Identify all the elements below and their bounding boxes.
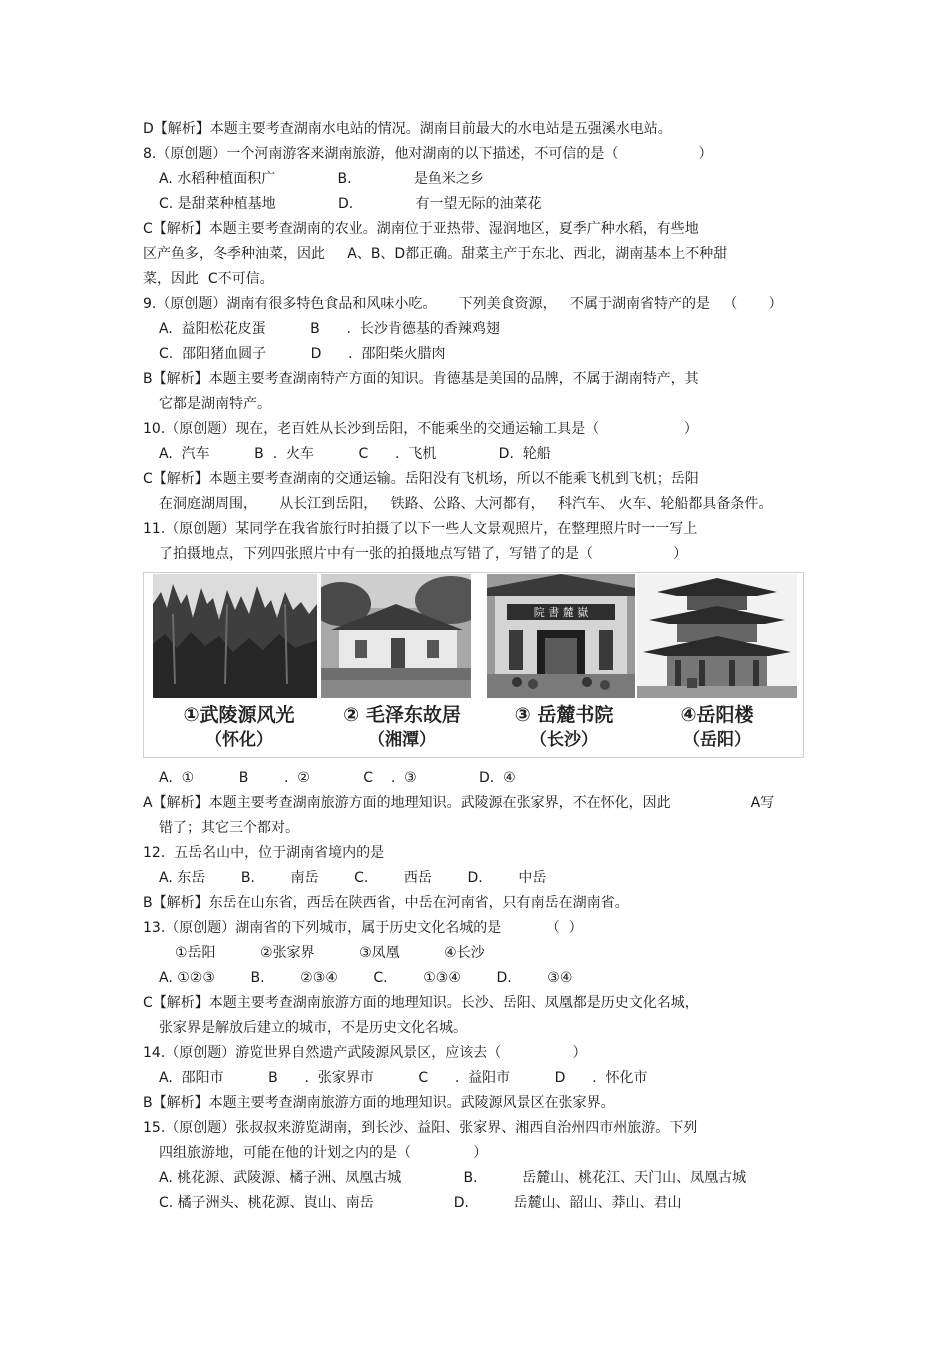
answer-9-explanation-1: B【解析】本题主要考查湖南特产方面的知识。肯德基是美国的品牌，不属于湖南特产，其 [143,371,699,387]
question-14-stem: 14.（原创题）游览世界自然遗产武陵源风景区，应该去（ ） [143,1045,587,1061]
question-11-stem-1: 11.（原创题）某同学在我省旅行时拍摄了以下一些人文景观照片，在整理照片时一一写上 [143,521,698,537]
photo-4-caption: ④岳阳楼 [680,704,754,726]
answer-14-explanation: B【解析】本题主要考查湖南旅游方面的地理知识。武陵源风景区在张家界。 [143,1095,615,1111]
question-9-options-ab: A. 益阳松花皮蛋 B . 长沙肯德基的香辣鸡翅 [159,321,500,337]
photo-yuelu-academy [487,574,635,698]
question-13-options: A. ①②③ B. ②③④ C. ①③④ D. ③④ [159,970,573,986]
question-15-options-ab: A. 桃花源、武陵源、橘子洲、凤凰古城 B. 岳麓山、桃花江、天门山、凤凰古城 [159,1170,747,1186]
answer-9-explanation-2: 它都是湖南特产。 [159,396,271,412]
question-8-stem: 8.（原创题）一个河南游客来湖南旅游，他对湖南的以下描述，不可信的是（ ） [143,146,713,162]
photo-1-caption: ①武陵源风光 [183,704,295,726]
answer-12-explanation: B【解析】东岳在山东省，西岳在陕西省，中岳在河南省，只有南岳在湖南省。 [143,895,629,911]
question-11-options: A. ① B . ② C . ③ D. ④ [159,770,516,786]
photo-2-caption: ② 毛泽东故居 [343,704,461,726]
question-15-stem-1: 15.（原创题）张叔叔来游览湖南，到长沙、益阳、张家界、湘西自治州四市州旅游。下列 [143,1120,698,1136]
landmark-photo-strip [143,572,804,758]
question-12-stem: 12. 五岳名山中，位于湖南省境内的是 [143,845,385,861]
photo-mao-residence [321,574,471,698]
question-8-options-cd: C. 是甜菜种植基地 D. 有一望无际的油菜花 [159,196,542,212]
question-11-stem-2: 了拍摄地点，下列四张照片中有一张的拍摄地点写错了，写错了的是（ ） [159,546,688,562]
answer-11-explanation-1: A【解析】本题主要考查湖南旅游方面的地理知识。武陵源在张家界，不在怀化，因此 A写 [143,795,775,811]
question-8-options-ab: A. 水稻种植面积广 B. 是鱼米之乡 [159,171,484,187]
answer-10-explanation-2: 在洞庭湖周围， 从长江到岳阳， 铁路、公路、大河都有， 科汽车、 火车、轮船都具备条件。 [159,496,773,512]
question-13-items: ①岳阳 ②张家界 ③凤凰 ④长沙 [175,945,485,961]
question-10-options: A. 汽车 B . 火车 C . 飞机 D. 轮船 [159,446,551,462]
question-10-stem: 10.（原创题）现在，老百姓从长沙到岳阳，不能乘坐的交通运输工具是（ ） [143,421,698,437]
answer-10-explanation-1: C【解析】本题主要考查湖南的交通运输。岳阳没有飞机场，所以不能乘飞机到飞机；岳阳 [143,471,699,487]
photo-wulingyuan [153,574,317,698]
question-9-options-cd: C. 邵阳猪血圆子 D . 邵阳柴火腊肉 [159,346,446,362]
question-12-options: A. 东岳 B. 南岳 C. 西岳 D. 中岳 [159,870,547,886]
question-9-stem: 9.（原创题）湖南有很多特色食品和风味小吃。 下列美食资源， 不属于湖南省特产的是 （ ） [143,296,783,312]
photo-3-caption: ③ 岳麓书院 [514,704,614,726]
photo-3-location: （长沙） [530,730,598,750]
answer-8-explanation-3: 菜，因此 C不可信。 [143,271,274,287]
answer-8-explanation-1: C【解析】本题主要考查湖南的农业。湖南位于亚热带、湿润地区，夏季广种水稻，有些地 [143,221,699,237]
photo-yueyang-tower [637,574,797,698]
question-14-options: A. 邵阳市 B . 张家界市 C . 益阳市 D . 怀化市 [159,1070,648,1086]
photo-2-location: （湘潭） [368,730,436,750]
answer-11-explanation-2: 错了；其它三个都对。 [159,820,299,836]
answer-7-explanation: D【解析】本题主要考查湖南水电站的情况。湖南目前最大的水电站是五强溪水电站。 [143,121,672,137]
question-15-options-cd: C. 橘子洲头、桃花源、崀山、南岳 D. 岳麓山、韶山、莽山、君山 [159,1195,682,1211]
photo-1-location: （怀化） [205,730,273,750]
question-15-stem-2: 四组旅游地，可能在他的计划之内的是（ ） [159,1145,488,1161]
answer-13-explanation-2: 张家界是解放后建立的城市，不是历史文化名城。 [159,1020,467,1036]
svg-text:院 書 麓 嶽: 院 書 麓 嶽 [533,606,589,619]
photo-4-location: （岳阳） [683,730,751,750]
answer-13-explanation-1: C【解析】本题主要考查湖南旅游方面的地理知识。长沙、岳阳、凤凰都是历史文化名城， [143,995,699,1011]
question-13-stem: 13.（原创题）湖南省的下列城市，属于历史文化名城的是 （ ） [143,920,583,936]
answer-8-explanation-2: 区产鱼多，冬季种油菜，因此 A、B、D都正确。甜菜主产于东北、西北，湖南基本上不种甜 [143,246,728,262]
